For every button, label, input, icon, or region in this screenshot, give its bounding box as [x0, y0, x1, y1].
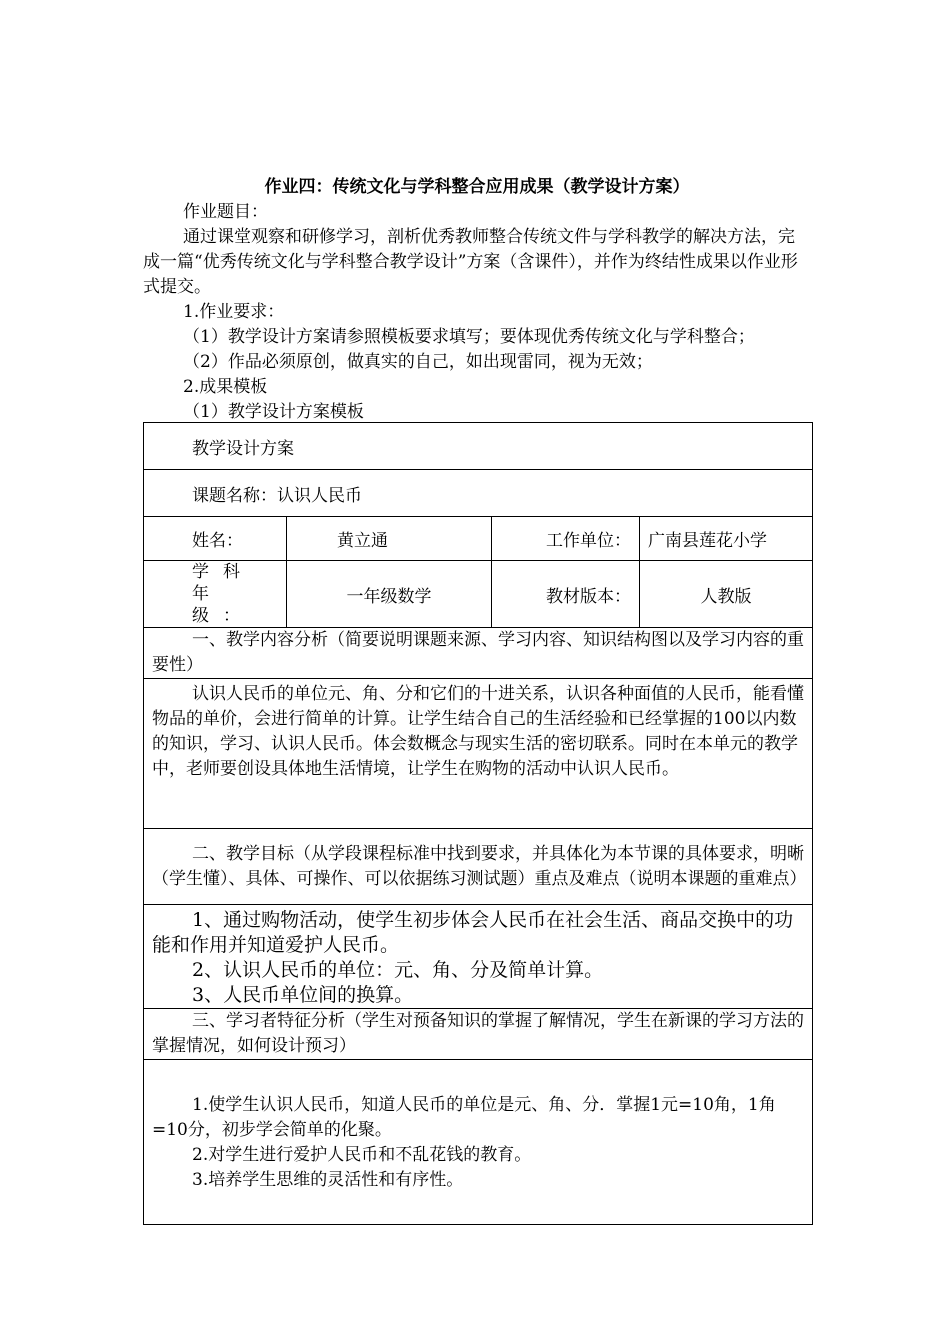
name-value: 黄立通	[287, 517, 492, 561]
section-3-item-1: 1.使学生认识人民币，知道人民币的单位是元、角、分．掌握1元=10角，1角=10分，初步学会简单的化聚。	[152, 1095, 776, 1140]
unit-label: 工作单位：	[492, 517, 640, 561]
course-name: 课题名称：认识人民币	[144, 470, 813, 517]
section-3-item-2: 2.对学生进行爱护人民币和不乱花钱的教育。	[192, 1145, 532, 1165]
template-heading: 2.成果模板	[183, 377, 268, 397]
topic-label: 作业题目：	[183, 202, 268, 222]
section-1-title: 一、教学内容分析（简要说明课题来源、学习内容、知识结构图以及学习内容的重要性）	[144, 628, 813, 679]
section-2-item-2: 2、认识人民币的单位：元、角、分及简单计算。	[192, 959, 604, 981]
requirement-1: （1）教学设计方案请参照模板要求填写；要体现优秀传统文化与学科整合；	[183, 327, 755, 347]
section-2-item-3: 3、人民币单位间的换算。	[192, 984, 414, 1006]
grade-value: 一年级数学	[287, 561, 492, 628]
section-3-body	[144, 1060, 813, 1225]
grade-label: 学科年级：	[144, 561, 287, 628]
edition-value: 人教版	[640, 561, 813, 628]
edition-label: 教材版本：	[492, 561, 640, 628]
assignment-intro	[143, 200, 811, 425]
document-title: 作业四：传统文化与学科整合应用成果（教学设计方案）	[264, 177, 690, 197]
topic-text: 通过课堂观察和研修学习，剖析优秀教师整合传统文件与学科教学的解决方法，完成一篇“优秀传统文化与学科整合教学设计”方案（含课件），并作为终结性成果以作业形式提交。	[143, 227, 798, 297]
design-form-table	[143, 422, 813, 1225]
requirements-heading: 1.作业要求：	[183, 302, 285, 322]
unit-value: 广南县莲花小学	[640, 517, 813, 561]
section-2-item-1: 1、通过购物活动，使学生初步体会人民币在社会生活、商品交换中的功能和作用并知道爱护人民币。	[152, 909, 794, 956]
section-2-title: 二、教学目标（从学段课程标准中找到要求，并具体化为本节课的具体要求，明晰（学生懂）、具体、可操作、可以依据练习测试题）重点及难点（说明本课题的重难点）	[144, 829, 813, 905]
form-header: 教学设计方案	[144, 423, 813, 470]
section-3-title: 三、学习者特征分析（学生对预备知识的掌握了解情况，学生在新课的学习方法的掌握情况，如何设计预习）	[144, 1009, 813, 1060]
requirement-2: （2）作品必须原创，做真实的自己，如出现雷同，视为无效；	[183, 352, 653, 372]
section-1-body: 认识人民币的单位元、角、分和它们的十进关系，认识各种面值的人民币，能看懂物品的单价，会进行简单的计算。让学生结合自己的生活经验和已经掌握的100以内数的知识，学习、认识人民币。体会数概念与现实生活的密切联系。同时在本单元的教学中，老师要创设具体地生活情境，让学生在购物的活动中认识人民币。	[144, 679, 813, 829]
section-2-body	[144, 905, 813, 1009]
template-item-1: （1）教学设计方案模板	[183, 402, 364, 422]
section-3-item-3: 3.培养学生思维的灵活性和有序性。	[192, 1170, 464, 1190]
name-label: 姓名：	[144, 517, 287, 561]
